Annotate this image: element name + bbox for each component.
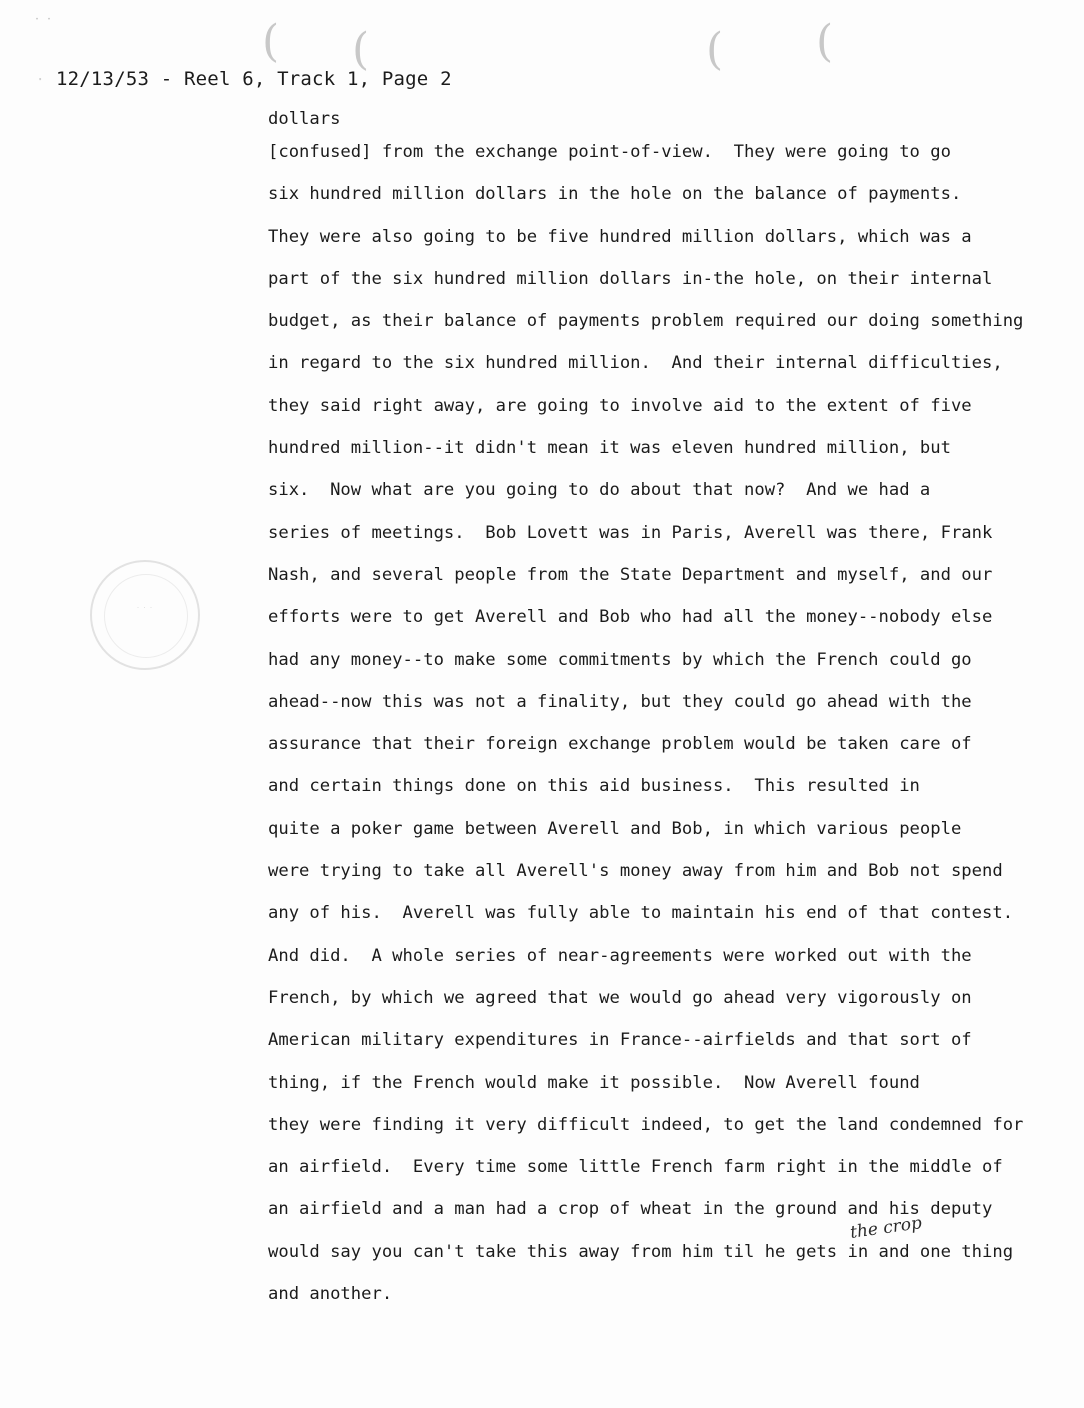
transcript-line: and another. [268, 1284, 393, 1305]
transcript-line: in regard to the six hundred million. And their internal difficulties, [268, 353, 1003, 374]
transcript-line: series of meetings. Bob Lovett was in Paris, Averell was there, Frank [268, 522, 993, 543]
transcript-line: part of the six hundred million dollars in-the hole, on their internal [268, 268, 993, 289]
transcript-line: dollars [268, 109, 341, 129]
top-margin-mark-2: ( [352, 24, 370, 75]
transcript-line: And did. A whole series of near-agreements were worked out with the [268, 945, 972, 966]
stamp-lettering: · · · [136, 604, 154, 612]
handwritten-insert: the crop [848, 1213, 924, 1243]
transcript-line: would say you can't take this away from him til he gets in and one thing [268, 1241, 1014, 1262]
transcript-line: quite a poker game between Averell and Bob, in which various people [268, 818, 962, 839]
transcript-line: French, by which we agreed that we would go ahead very vigorously on [268, 987, 972, 1008]
transcript-line: budget, as their balance of payments problem required our doing something [268, 311, 1024, 332]
top-margin-mark-4: ( [816, 16, 834, 67]
library-stamp [90, 560, 200, 670]
transcript-line: an airfield. Every time some little French farm right in the middle of [268, 1157, 1003, 1178]
document-header: 12/13/53 - Reel 6, Track 1, Page 2 [56, 68, 452, 90]
transcript-line: an airfield and a man had a crop of wheat in the ground and his deputy [268, 1199, 993, 1220]
transcript-line: six. Now what are you going to do about that now? And we had a [268, 480, 931, 501]
transcript-line: they were finding it very difficult indeed, to get the land condemned for [268, 1114, 1024, 1135]
transcript-line: had any money--to make some commitments by which the French could go [268, 649, 972, 670]
transcript-body [268, 108, 1068, 1315]
transcript-line: and certain things done on this aid business. This resulted in [268, 776, 920, 797]
paper-speck: ⋅ ⋅ [34, 14, 53, 25]
transcript-line: They were also going to be five hundred million dollars, which was a [268, 226, 972, 247]
transcript-line: were trying to take all Averell's money away from him and Bob not spend [268, 861, 1003, 882]
transcript-line: efforts were to get Averell and Bob who had all the money--nobody else [268, 607, 993, 628]
paper-speck: ⋅ [36, 72, 45, 88]
transcript-line: ahead--now this was not a finality, but they could go ahead with the [268, 691, 972, 712]
top-margin-mark-1: ( [262, 16, 280, 67]
transcript-line: Nash, and several people from the State Department and myself, and our [268, 564, 993, 585]
transcript-line: assurance that their foreign exchange problem would be taken care of [268, 734, 972, 755]
transcript-line: [confused] from the exchange point-of-view. They were going to go [268, 142, 951, 162]
transcript-line: hundred million--it didn't mean it was eleven hundred million, but [268, 438, 951, 459]
transcript-line: thing, if the French would make it possible. Now Averell found [268, 1072, 920, 1093]
transcript-line: they said right away, are going to involve aid to the extent of five [268, 395, 972, 416]
transcript-line: any of his. Averell was fully able to maintain his end of that contest. [268, 903, 1014, 924]
transcript-line: American military expenditures in France--airfields and that sort of [268, 1030, 972, 1051]
top-margin-mark-3: ( [706, 24, 724, 75]
transcript-line: six hundred million dollars in the hole on the balance of payments. [268, 184, 962, 205]
